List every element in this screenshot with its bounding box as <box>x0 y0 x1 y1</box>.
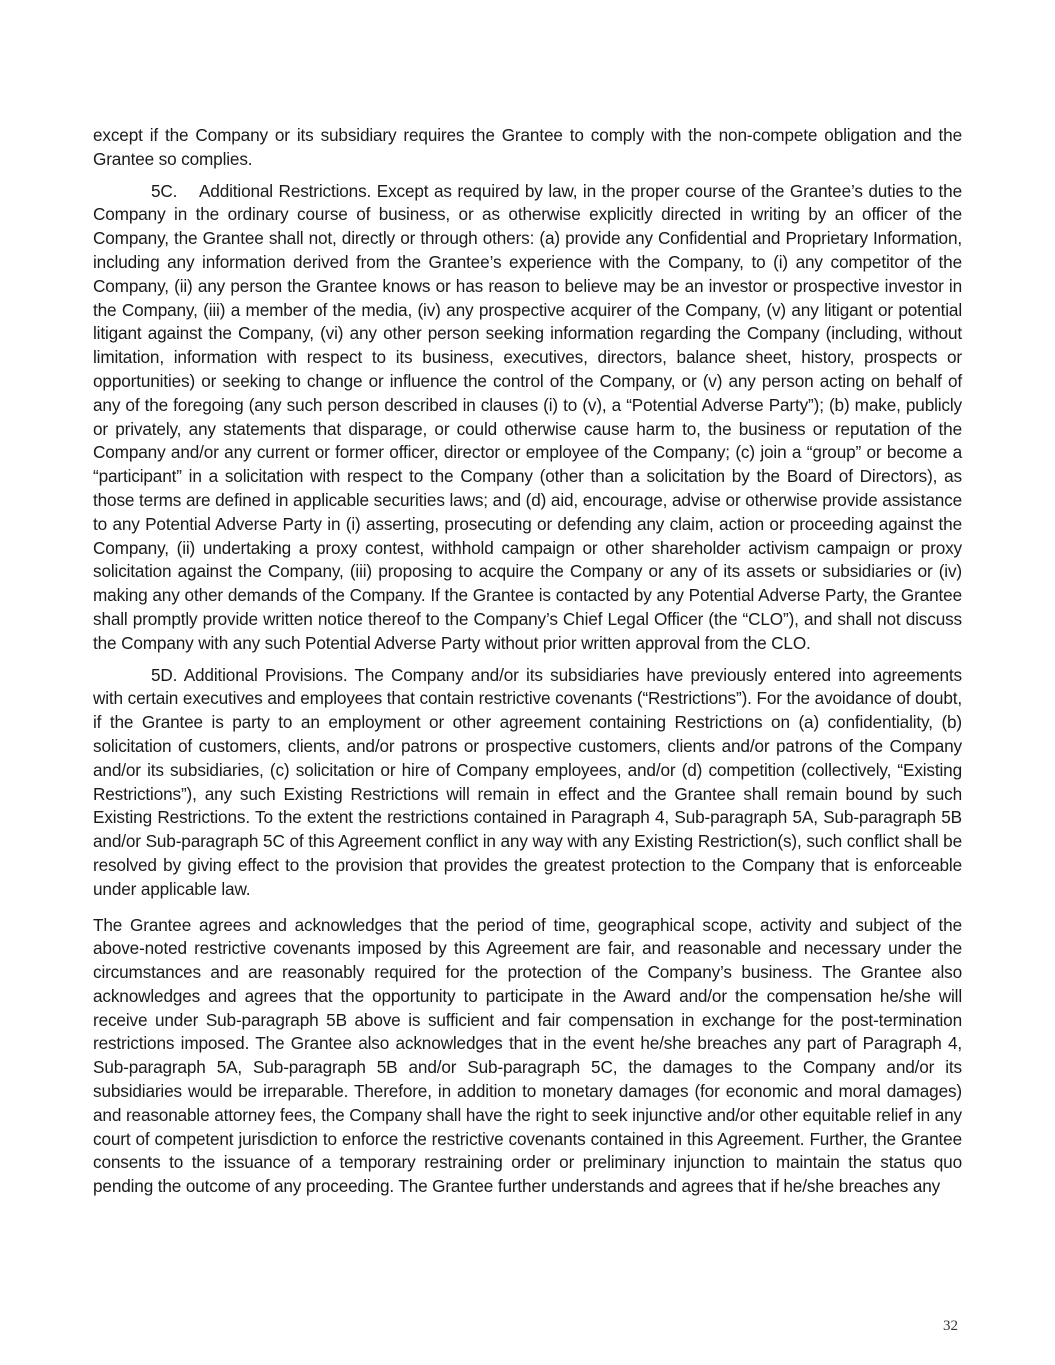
paragraph-5c-additional-restrictions: 5C. Additional Restrictions. Except as required by law, in the proper course of the Grantee’s duties to the Company in the ordinary course of business, or as otherwise explicitly directed in writing by an officer of the Company, the Grantee shall not, directly or through others: (a) provide any Confidential and Proprietary Information, including any information derived from the Grantee’s experience with the Company, to (i) any competitor of the Company, (ii) any person the Grantee knows or has reason to believe may be an investor or prospective investor in the Company, (iii) a member of the media, (iv) any prospective acquirer of the Company, (v) any litigant or potential litigant against the Company, (vi) any other person seeking information regarding the Company (including, without limitation, information with respect to its business, executives, directors, balance sheet, history, prospects or opportunities) or seeking to change or influence the control of the Company, or (v) any person acting on behalf of any of the foregoing (any such person described in clauses (i) to (v), a “Potential Adverse Party”); (b) make, publicly or privately, any statements that disparage, or could otherwise cause harm to, the business or reputation of the Company and/or any current or former officer, director or employee of the Company; (c) join a “group” or become a “participant” in a solicitation with respect to the Company (other than a solicitation by the Board of Directors), as those terms are defined in applicable securities laws; and (d) aid, encourage, advise or otherwise provide assistance to any Potential Adverse Party in (i) asserting, prosecuting or defending any claim, action or proceeding against the Company, (ii) undertaking a proxy contest, withhold campaign or other shareholder activism campaign or proxy solicitation against the Company, (iii) proposing to acquire the Company or any of its assets or subsidiaries or (iv) making any other demands of the Company. If the Grantee is contacted by any Potential Adverse Party, the Grantee shall promptly provide written notice thereof to the Company’s Chief Legal Officer (the “CLO”), and shall not discuss the Company with any such Potential Adverse Party without prior written approval from the CLO. <box>93 180 962 653</box>
page-number: 32 <box>943 1318 958 1334</box>
document-page <box>93 124 962 1199</box>
paragraph-continuation: except if the Company or its subsidiary requires the Grantee to comply with the non-compete obligation and the Grantee so complies. <box>93 125 962 169</box>
paragraph-grantee-acknowledgement: The Grantee agrees and acknowledges that the period of time, geographical scope, activity and subject of the above-noted restrictive covenants imposed by this Agreement are fair, and reasonable and necessary under the circumstances and are reasonably required for the protection of the Company’s business. The Grantee also acknowledges and agrees that the opportunity to participate in the Award and/or the compensation he/she will receive under Sub-paragraph 5B above is sufficient and fair compensation in exchange for the post-termination restrictions imposed. The Grantee also acknowledges that in the event he/she breaches any part of Paragraph 4, Sub-paragraph 5A, Sub-paragraph 5B and/or Sub-paragraph 5C, the damages to the Company and/or its subsidiaries would be irreparable. Therefore, in addition to monetary damages (for economic and moral damages) and reasonable attorney fees, the Company shall have the right to seek injunctive and/or other equitable relief in any court of competent jurisdiction to enforce the restrictive covenants contained in this Agreement. Further, the Grantee consents to the issuance of a temporary restraining order or preliminary injunction to maintain the status quo pending the outcome of any proceeding. The Grantee further understands and agrees that if he/she breaches any <box>93 914 962 1197</box>
paragraph-5d-additional-provisions: 5D. Additional Provisions. The Company and/or its subsidiaries have previously entered into agreements with certain executives and employees that contain restrictive covenants (“Restrictions”). For the avoidance of doubt, if the Grantee is party to an employment or other agreement containing Restrictions on (a) confidentiality, (b) solicitation of customers, clients, and/or patrons or prospective customers, clients and/or patrons of the Company and/or its subsidiaries, (c) solicitation or hire of Company employees, and/or (d) competition (collectively, “Existing Restrictions”), any such Existing Restrictions will remain in effect and the Grantee shall remain bound by such Existing Restrictions. To the extent the restrictions contained in Paragraph 4, Sub-paragraph 5A, Sub-paragraph 5B and/or Sub-paragraph 5C of this Agreement conflict in any way with any Existing Restriction(s), such conflict shall be resolved by giving effect to the provision that provides the greatest protection to the Company that is enforceable under applicable law. <box>93 664 962 899</box>
